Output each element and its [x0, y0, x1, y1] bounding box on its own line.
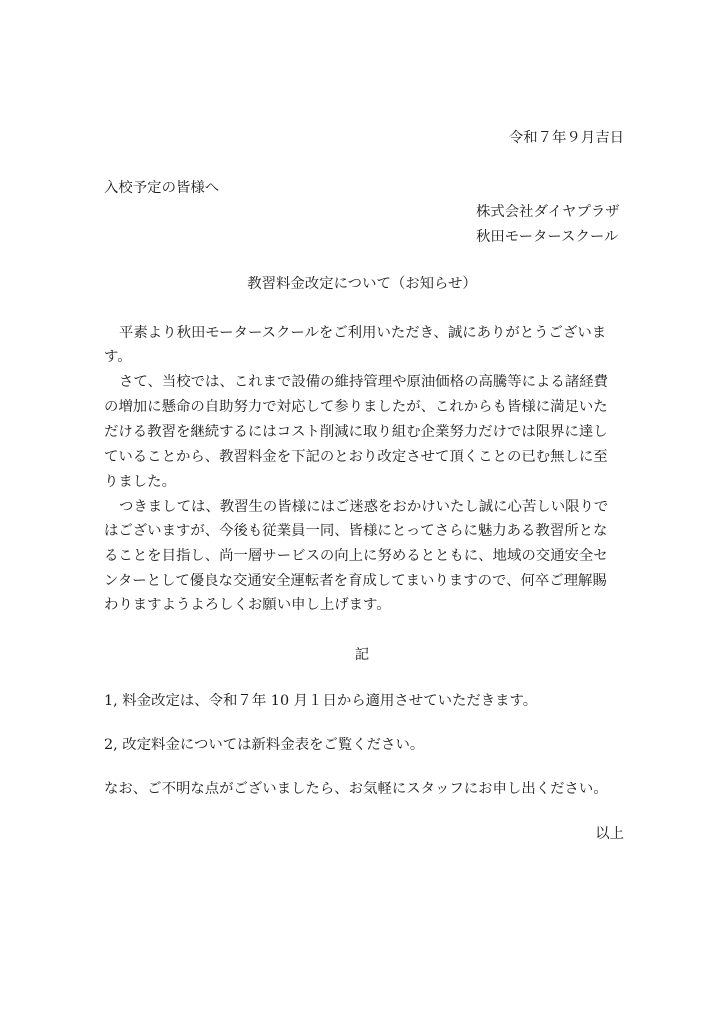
sender-school: 秋田モータースクール	[476, 229, 619, 245]
paragraph-2-line-5: りました。	[104, 474, 176, 490]
paragraph-2-line-4: ていることから、教習料金を下記のとおり改定させて頂くことの已む無しに至	[104, 449, 608, 465]
paragraph-3-line-4: ンターとして優良な交通安全運転者を育成してまいりますので、何卒ご理解賜	[104, 573, 607, 589]
sender-company: 株式会社ダイヤプラザ	[476, 204, 620, 220]
item-2: 2, 改定料金については新料金表をご覧ください。	[104, 737, 425, 753]
closing-note: なお、ご不明な点がございましたら、お気軽にスタッフにお申し出ください。	[104, 781, 608, 797]
item-1: 1, 料金改定は、令和７年 10 月１日から適用させていただきます。	[104, 693, 538, 709]
ki-heading: 記	[354, 647, 370, 663]
paragraph-1-line-1: 平素より秋田モータースクールをご利用いただき、誠にありがとうございま	[119, 325, 607, 341]
paragraph-2-line-2: の増加に懸命の自助努力で対応して参りましたが、これからも皆様に満足いた	[104, 399, 608, 415]
paragraph-3-line-3: ることを目指し、尚一層サービスの向上に努めるとともに、地域の交通安全セ	[104, 548, 608, 564]
paragraph-3-line-1: つきましては、教習生の皆様にはご迷惑をおかけいたし誠に心苦しい限りで	[119, 499, 609, 515]
issue-date: 令和７年９月吉日	[508, 130, 624, 146]
ijou-closing: 以上	[595, 826, 624, 842]
paragraph-2-line-1: さて、当校では、これまで設備の維持管理や原油価格の高騰等による諸経費	[119, 374, 608, 390]
paragraph-2-line-3: だける教習を継続するにはコスト削減に取り組む企業努力だけでは限界に達し	[104, 424, 608, 440]
recipient-line: 入校予定の皆様へ	[104, 180, 220, 196]
document-title: 教習料金改定について（お知らせ）	[247, 276, 477, 292]
paragraph-3-line-2: はございますが、今後も従業員一同、皆様にとってさらに魅力ある教習所とな	[104, 523, 608, 539]
paragraph-3-line-5: わりますようよろしくお願い申し上げます。	[104, 597, 391, 613]
paragraph-1-line-2: す。	[104, 349, 132, 365]
